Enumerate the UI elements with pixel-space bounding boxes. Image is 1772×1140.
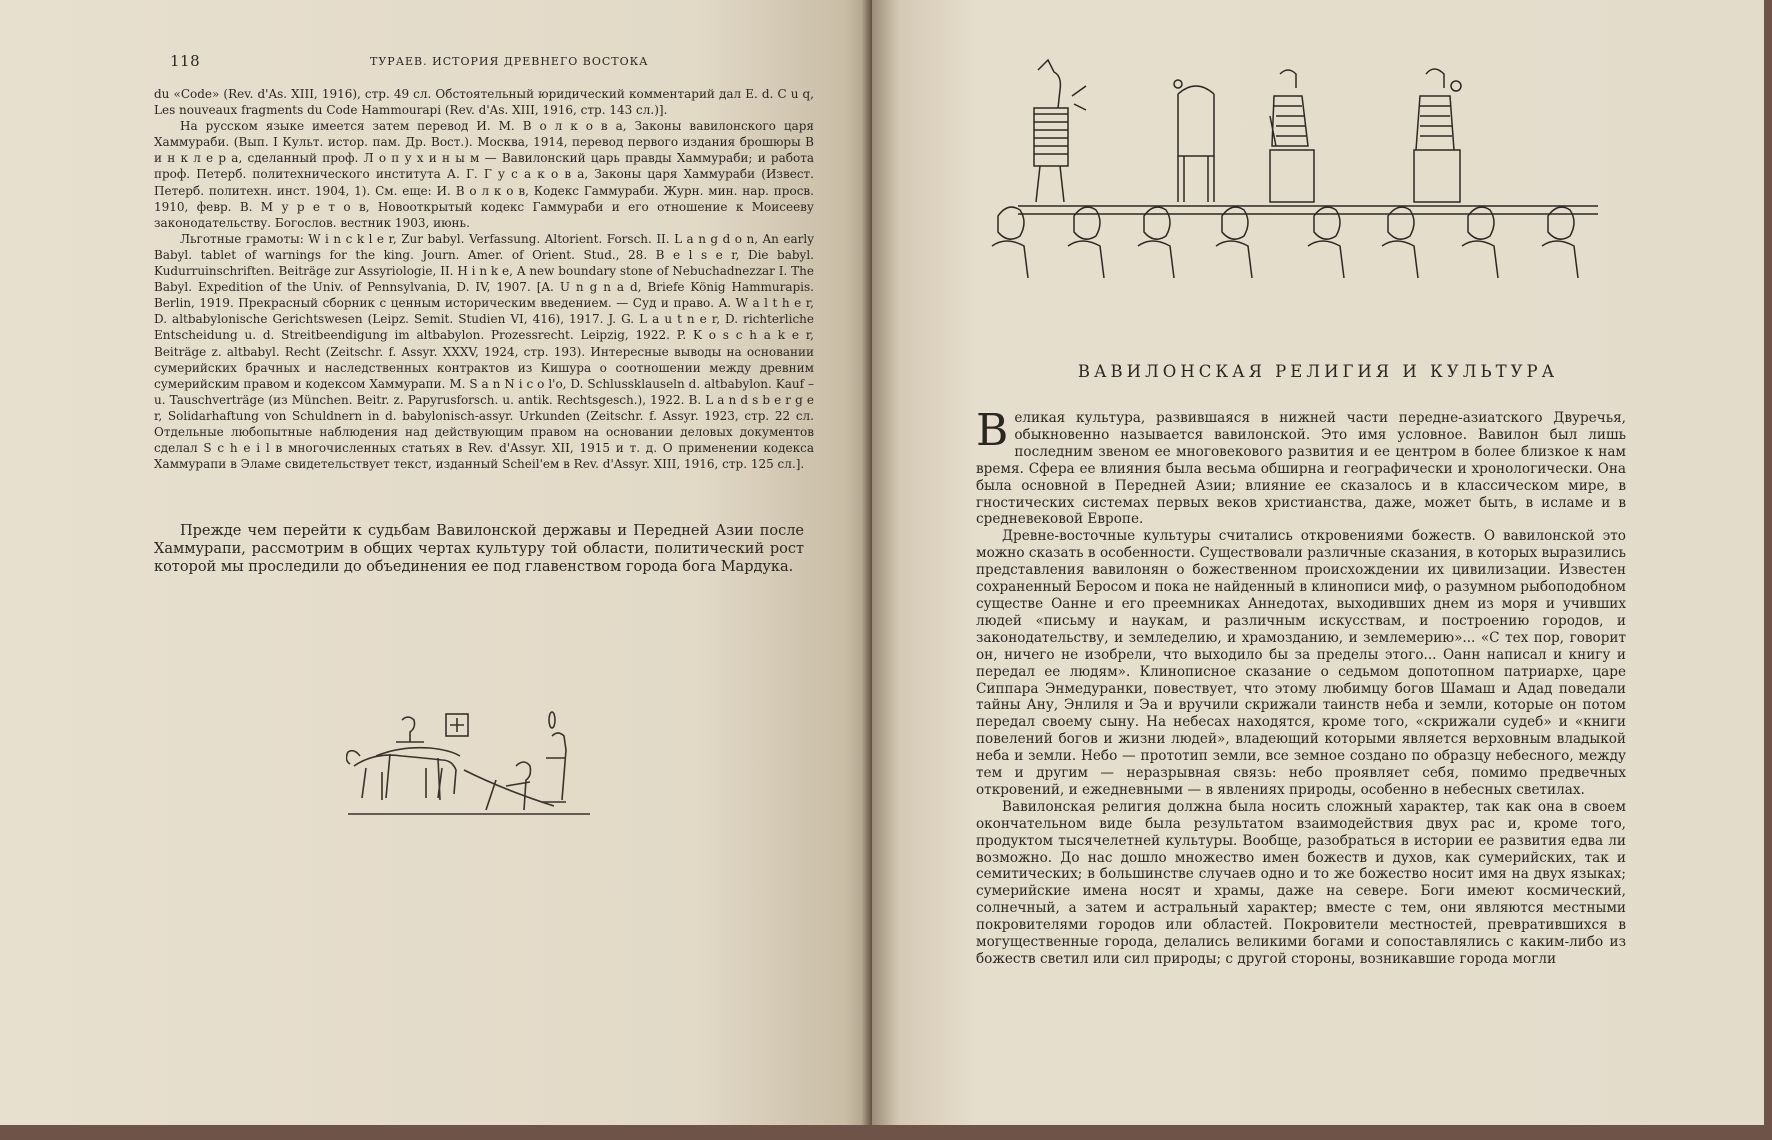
chapter-heading: ВАВИЛОНСКАЯ РЕЛИГИЯ И КУЛЬТУРА <box>1077 362 1559 381</box>
running-title: ТУРАЕВ. ИСТОРИЯ ДРЕВНЕГО ВОСТОКА <box>370 55 649 68</box>
left-page <box>0 0 872 1125</box>
plowing-scene-illustration <box>346 706 592 818</box>
page-number: 118 <box>170 52 201 70</box>
drop-cap: В <box>976 405 1009 456</box>
chapter-body <box>976 405 1626 968</box>
note-paragraph: Льготные грамоты: W i n c k l e r, Zur babyl. Verfassung. Altorient. Forsch. II. L a n g d o n, An early Babyl. tablet of warnings for the king. Journ. Amer. of Orient. Stud., 28. B e l s e r, Die babyl. Kudurruinschriften. Beiträge zur Assyriologie, II. H i n k e, A new boundary stone of Nebuchadnezzar I. The Babyl. Expedition of the Univ. of Pennsylvania, D. IV, 1907. [A. U n g n a d, Briefe König Hammurapis. Berlin, 1919. Прекрасный сборник с ценным историческим введением. — Суд и право. A. W a l t h e r, D. altbabylonische Gerichtswesen (Leipz. Semit. Studien VI, 416), 1917. J. G. L a u t n e r, D. richterliche Entscheidung u. d. Streitbeendigung im altbabylon. Prozessrecht. Leipzig, 1922. P. K o s c h a k e r, Beiträge z. altbabyl. Recht (Zeitschr. f. Assyr. XXXV, 1924, стр. 193). Интересные выводы на основании сумерийских брачных и наследственных контрактов из Кишура о соотношении между древним сумерийским правом и кодексом Хаммурапи. M. S a n N i c o l'o, D. Schlussklauseln d. altbabylon. Kauf – u. Tauschverträge (из München. Beitr. z. Papyrusforsch. u. antik. Rechtsgesch.), 1922. B. L a n d s b e r g e r, Solidarhaftung von Schuldnern in d. babylonisch-assyr. Urkunden (Zeitschr. f. Assyr. 1923, стр. 22 сл. Отдельные любопытные наблюдения над действующим правом на основании деловых документов сделал S c h e i l в многочисленных статьях в Rev. d'Assyr. XII, 1915 и т. д. О применении кодекса Хаммурапи в Эламе свидетельствует текст, изданный Scheil'ем в Rev. d'Assyr. XIII, 1916, стр. 125 сл.]. <box>154 231 814 472</box>
note-paragraph: На русском языке имеется затем перевод И. М. В о л к о в а, Законы вавилонского царя Хаммураби. (Вып. I Культ. истор. пам. Др. Вост.). Москва, 1914, перевод первого издания брошюры В и н к л е р а, сделанный проф. Л о п у х и н ы м — Вавилонский царь правды Хаммураби; и работа проф. Петерб. политехнического института А. Г. Г у с а к о в а, Законы царя Хаммураби (Извест. Петерб. политехн. инст. 1904, 1). См. еще: И. В о л к о в, Кодекс Гаммураби. Журн. мин. нар. просв. 1910, февр. В. М у р е т о в, Новооткрытый кодекс Гаммураби и его отношение к Моисееву законодательству. Богослов. вестник 1903, июнь. <box>154 119 814 230</box>
body-paragraph: Вавилонская религия должна была носить сложный характер, так как она в своем окончательном виде была результатом взаимодействия двух рас и, кроме того, продуктом тысячелетней культуры. Вообще, разобраться в истории ее развития едва ли возможно. До нас дошло множество имен божеств и духов, как сумерийских, так и семитических; в большинстве случаев одно и то же божество носит имя на двух языках; сумерийские имена носят и храмы, даже на севере. Боги имеют космический, солнечный, а затем и астральный характер; вместе с тем, они являются местными покровителями городов или областей. Покровители местностей, превратившихся в могущественные города, делались великими богами и сопоставлялись с каким-либо из божеств светил или сил природы; с другой стороны, возникавшие города могли <box>976 798 1626 967</box>
bibliography-notes <box>154 86 814 472</box>
lead-paragraph: Прежде чем перейти к судьбам Вавилонской державы и Передней Азии после Хаммурапи, рассмотрим в общих чертах культуру той области, политический рост которой мы проследили до объединения ее под главенством города бога Мардука. <box>154 523 804 575</box>
body-paragraph: Древне-восточные культуры считались откровениями божеств. О вавилонской это можно сказать в особенности. Существовали различные сказания, в которых выразились представления вавилонян о божественном происхождении их цивилизации. Известен сохраненный Беросом и пока не найденный в клинописи миф, о разумном рыбоподобном существе Оанне и его преемниках Аннедотах, выходивших днем из моря и учивших людей «письму и наукам, и различным искусствам, и построению городов, и законодательству, и земледелию, и храмозданию, и землемерию»... «С тех пор, говорит он, ничего не изобрели, что выходило бы за пределы этого... Оанн написал и книгу и передал ее людям». Клинописное сказание о седьмом допотопном патриархе, царе Сиппара Энмедуранки, повествует, что этому любимцу богов Шамаш и Адад поведали тайны Ану, Энлиля и Эа и вручили скрижали таинств неба и земли, которые он потом передал своему сыну. На небесах находятся, кроме того, «скрижали судеб» и «книги повелений богов и жизни людей», владеющий которыми является верховным владыкой неба и земли. Небо — прототип земли, все земное создано по образцу небесного, между тем и другим — неразрывная связь: небо проявляет себя, помимо предвечных откровений, и ежедневными — в явлениях природы, особенно в небесных светилах. <box>976 528 1626 798</box>
note-paragraph: du «Code» (Rev. d'As. XIII, 1916), стр. 49 сл. Обстоятельный юридический комментарий дал E. d. C u q, Les nouveaux fragments du Code Hammourapi (Rev. d'As. XIII, 1916, стр. 143 сл.)]. <box>154 87 814 118</box>
right-page <box>872 0 1764 1125</box>
body-paragraph: Великая культура, развившаяся в нижней части передне-азиатского Двуречья, обыкновенно называется вавилонской. Это имя условное. Вавилон был лишь последним звеном ее многовекового развития и ее центром в более близкое к нам время. Сфера ее влияния была весьма обширна и географически и хронологически. Она была основной в Передней Азии; влияние ее сказалось и в классическом мире, в гностических системах первых веков христианства, даже, может быть, в исламе и в средневековой Европе. <box>976 405 1626 528</box>
assyrian-relief-illustration <box>978 56 1638 278</box>
